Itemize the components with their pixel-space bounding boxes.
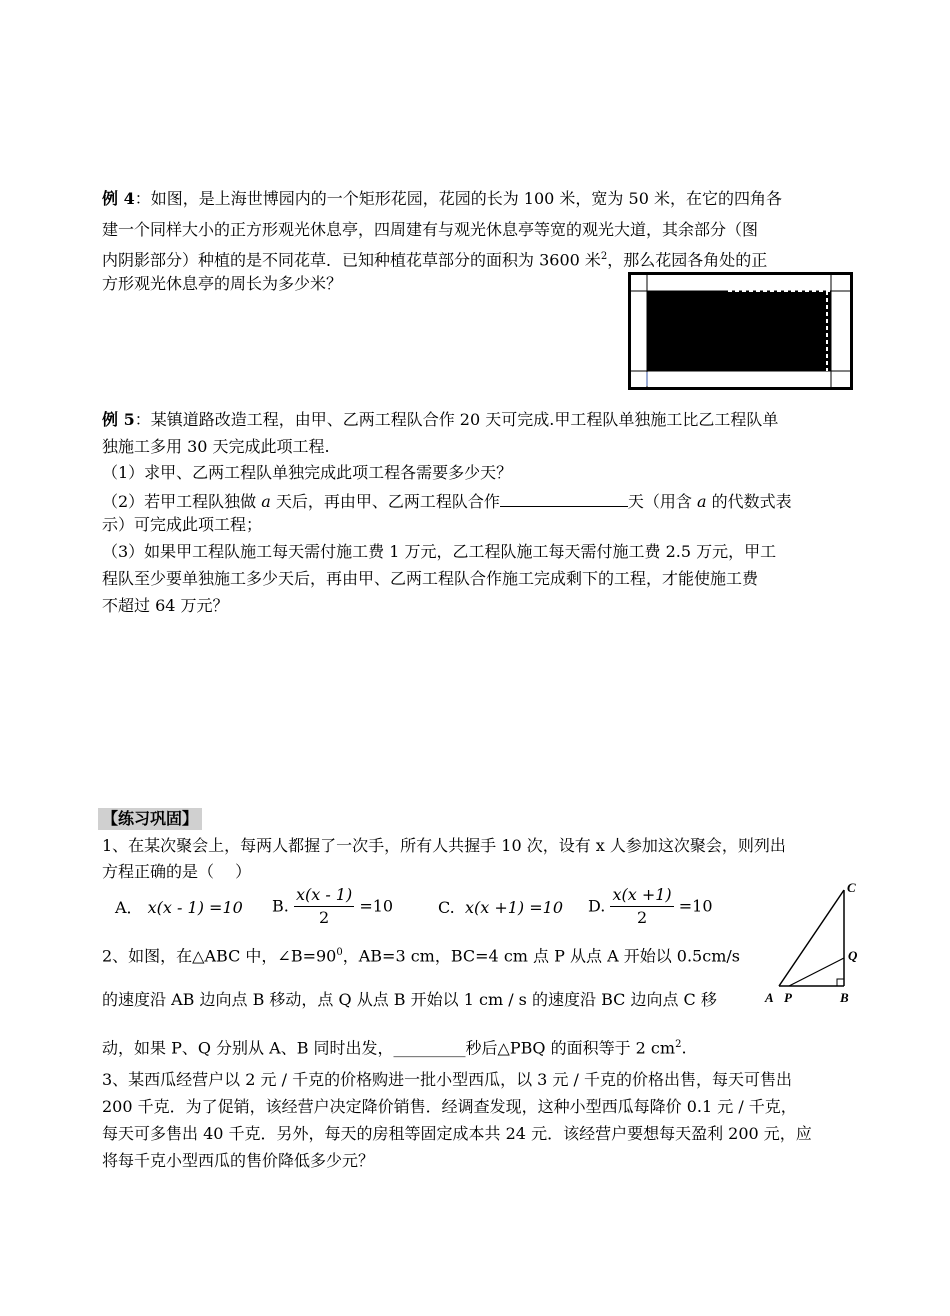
label-a: A: [765, 990, 774, 1005]
label-b: B: [840, 990, 849, 1005]
example4-label: 例 4: [102, 189, 135, 208]
example5-line2: 独施工多用 30 天完成此项工程.: [102, 437, 330, 456]
answer-blank[interactable]: [500, 488, 628, 507]
example5-q3b: 程队至少要单独施工多少天后，再由甲、乙两工程队合作施工完成剩下的工程，才能使施工费: [102, 569, 759, 588]
example5-line1: 例 5：某镇道路改造工程，由甲、乙两工程队合作 20 天可完成.甲工程队单独施工比乙工程队单: [102, 410, 779, 429]
segment-pq: [789, 958, 844, 986]
label-p: P: [784, 990, 792, 1005]
example4-line1: 例 4：如图，是上海世博园内的一个矩形花园，花园的长为 100 米，宽为 50 米，在它的四角各: [102, 189, 782, 208]
practice-1a: 1、在某次聚会上，每两人都握了一次手，所有人共握手 10 次，设有 x 人参加这次聚会，则列出: [102, 836, 786, 855]
option-a[interactable]: A． x(x - 1) =10: [115, 898, 243, 917]
practice-3a: 3、某西瓜经营户以 2 元 / 千克的价格购进一批小型西瓜，以 3 元 / 千克的价格出售，每天可售出: [102, 1070, 793, 1089]
practice-1b: 方程正确的是（ ）: [102, 862, 252, 881]
example5-q3c: 不超过 64 万元？: [102, 596, 229, 615]
option-c[interactable]: C. x(x +1) =10: [438, 898, 563, 917]
side-ac: [779, 890, 844, 986]
example5-q3a: （3）如果甲工程队施工每天需付施工费 1 万元，乙工程队施工每天需付施工费 2.5 万元，甲工: [102, 542, 777, 561]
option-d[interactable]: D. $\frac{x(x +1)}{2}$ =10: [588, 885, 713, 927]
example4-line3: 内阴影部分）种植的是不同花草．已知种植花草部分的面积为 3600 米$^2$，那么花园各角处的正: [102, 250, 768, 270]
practice-3b: 200 千克．为了促销，该经营户决定降价销售．经调查发现，这种小型西瓜每降价 0.1 元 / 千克，: [102, 1097, 797, 1116]
triangle-figure: [762, 880, 862, 1010]
example4-line4: 方形观光休息亭的周长为多少米？: [102, 274, 343, 293]
example5-q1: （1）求甲、乙两工程队单独完成此项工程各需要多少天？: [102, 463, 513, 482]
seconds-blank[interactable]: _________: [393, 1038, 466, 1058]
example5-q2-cont: 示）可完成此项工程；: [102, 515, 263, 534]
flower-area: [647, 291, 831, 371]
practice-3c: 每天可多售出 40 千克．另外，每天的房租等固定成本共 24 元．该经营户要想每天盈利 200 元，应: [102, 1124, 812, 1143]
practice-2a: 2、如图，在△ABC 中，$\angle B=90^0$，AB=3 cm，BC=4 cm 点 P 从点 A 开始以 0.5cm/s: [102, 946, 740, 966]
label-c: C: [847, 880, 856, 895]
garden-figure: [628, 272, 853, 390]
option-b[interactable]: B. $\frac{x(x - 1)}{2}$ =10: [272, 885, 394, 927]
practice-heading: 【练习巩固】: [98, 808, 202, 830]
practice-2b: 的速度沿 AB 边向点 B 移动，点 Q 从点 B 开始以 1 cm / s 的速度沿 BC 边向点 C 移: [102, 990, 717, 1009]
label-q: Q: [848, 948, 858, 963]
example5-label: 例 5: [102, 410, 135, 429]
right-angle-mark: [837, 979, 844, 986]
practice-2c: 动，如果 P、Q 分别从 A、B 同时出发，_________秒后△PBQ 的面积等于 2 $cm^2$.: [102, 1038, 687, 1058]
practice-3d: 将每千克小型西瓜的售价降低多少元？: [102, 1151, 375, 1170]
example4-line2: 建一个同样大小的正方形观光休息亭，四周建有与观光休息亭等宽的观光大道，其余部分（图: [102, 220, 759, 239]
example5-q2: （2）若甲工程队独做 a 天后，再由甲、乙两工程队合作 天（用含 a 的代数式表: [102, 488, 792, 513]
